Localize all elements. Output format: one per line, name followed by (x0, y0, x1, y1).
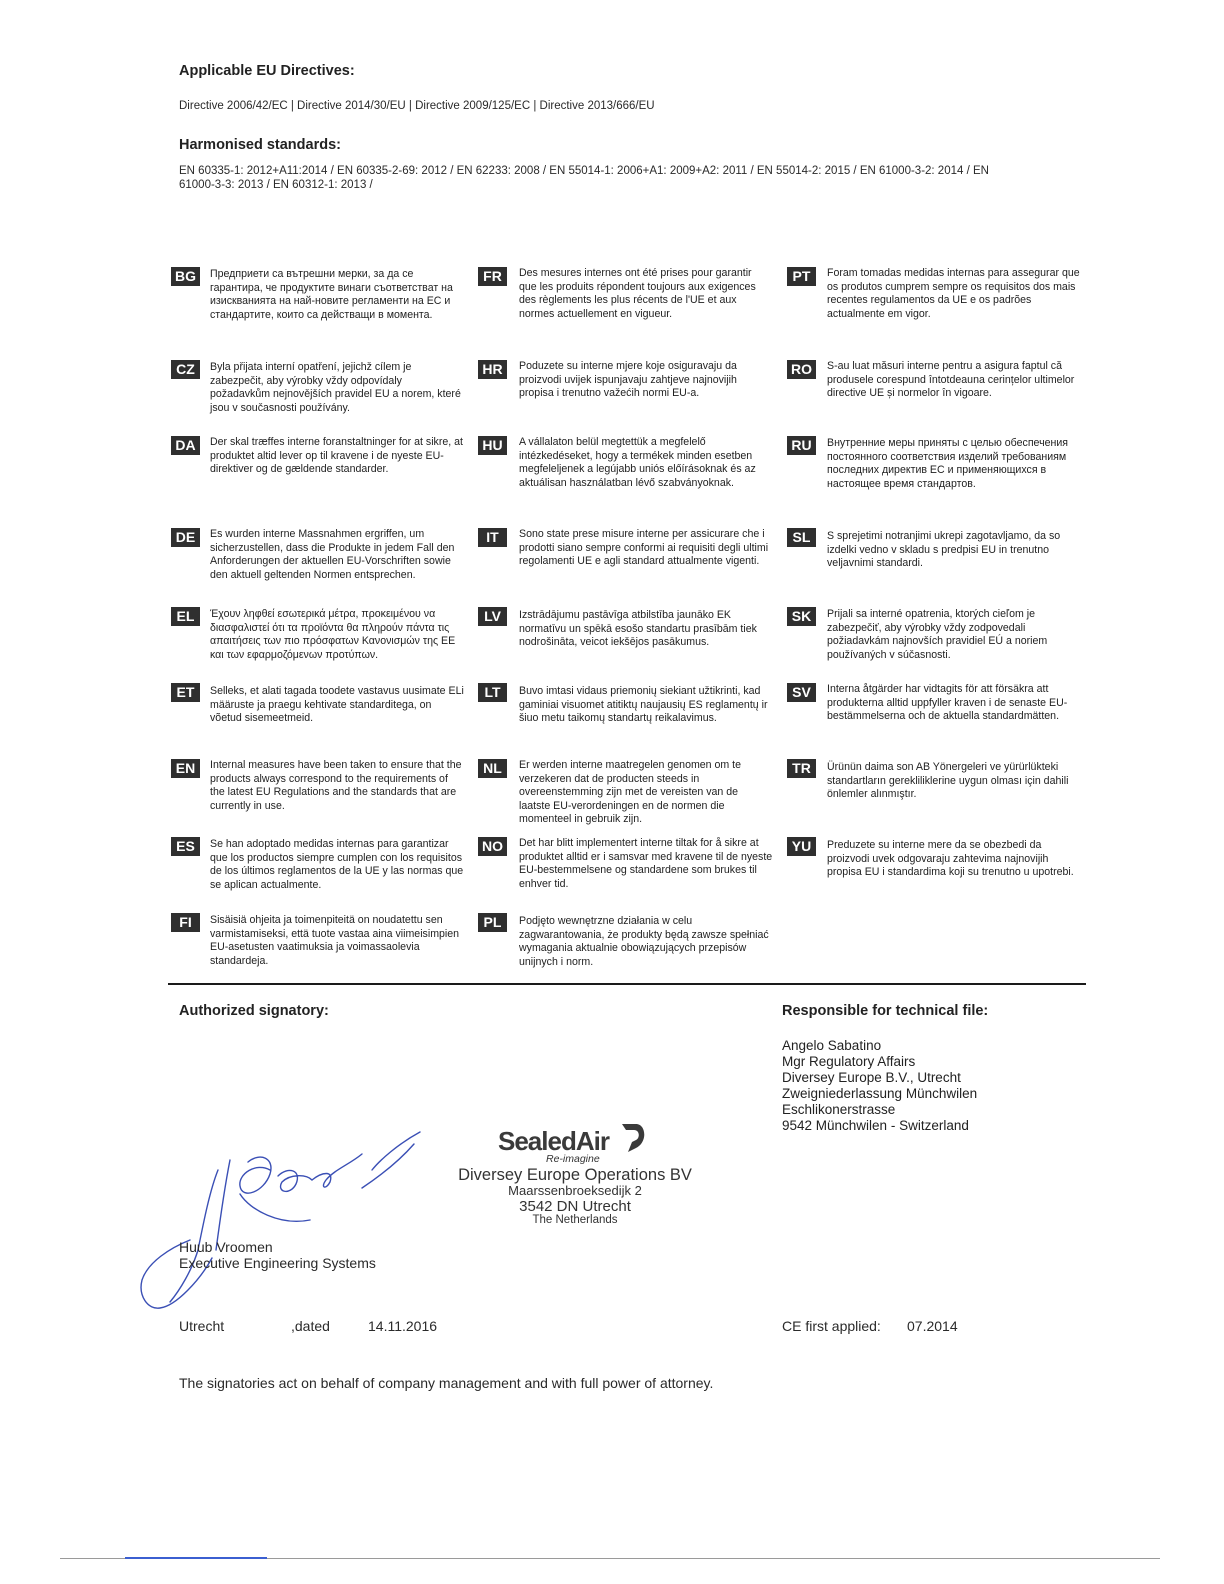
language-code-en: EN (171, 759, 200, 778)
language-text-hu: A vállalaton belül megtettük a megfelelő intézkedéseket, hogy a termékek minden esetben megfeleljenek a legújabb uniós előírásoknak és az aktuálisan használatban lévő szabványoknak. (519, 436, 756, 489)
language-text-de: Es wurden interne Massnahmen ergriffen, um sicherzustellen, dass die Produkte in jedem Fall den Anforderungen der aktuellen EU-Vorschriften sowie den aktuell geltenden Normen entsprechen. (210, 528, 455, 581)
responsible-heading: Responsible for technical file: (782, 1003, 989, 1019)
language-code-ru: RU (787, 436, 816, 455)
language-text-ru: Внутренние меры приняты с целью обеспечения постоянного соответствия изделий требованиям последних директив ЕС и применяющихся в настоящее время стандартов. (827, 437, 1069, 490)
language-code-fr: FR (478, 267, 507, 286)
language-text-yu: Preduzete su interne mere da se obezbedi da proizvodi uvek odgovaraju zahtevima najnovijih propisa EU i standardima koji su trenutno u upotrebi. (827, 839, 1074, 878)
language-text-el: Έχουν ληφθεί εσωτερικά μέτρα, προκειμένου να διασφαλιστεί ότι τα προϊόντα θα πληρούν πάντα τις απαιτήσεις των πιο πρόσφατων Κανονισμών της ΕΕ και των εφαρμοζόμενων προτύπων. (210, 608, 456, 661)
signatory-name: Huub Vroomen (179, 1239, 273, 1255)
language-text-tr: Ürünün daima son AB Yönergeleri ve yürürlükteki standartların gerekliliklerine uygun olması için dahili önlemler alınmıştır. (827, 761, 1069, 800)
language-text-sl: S sprejetimi notranjimi ukrepi zagotavljamo, da so izdelki vedno v skladu s predpisi EU in trenutno veljavnimi standardi. (827, 530, 1061, 569)
language-text-sk: Prijali sa interné opatrenia, ktorých cieľom je zabezpečiť, aby výrobky vždy zodpovedali požiadavkám najnovších pravidiel EÚ a noriem používaných v súčasnosti. (827, 608, 1048, 661)
language-code-lv: LV (478, 607, 507, 626)
language-text-nl: Er werden interne maatregelen genomen om te verzekeren dat de producten steeds in overeenstemming zijn met de vereisten van de laatste EU-verordeningen en de normen die momenteel in gebruik zijn. (519, 759, 742, 825)
language-code-pl: PL (478, 913, 507, 932)
language-code-hu: HU (478, 436, 507, 455)
language-text-lt: Buvo imtasi vidaus priemonių siekiant užtikrinti, kad gaminiai visuomet atitiktų naujausių ES reglamentų ir šiuo metu taikomų standartų reikalavimus. (519, 685, 768, 724)
language-text-et: Selleks, et alati tagada toodete vastavus uusimate ELi määruste ja praegu kehtivate standarditega, on võetud sisemeetmeid. (210, 685, 464, 724)
section-divider (168, 983, 1086, 985)
sealed-air-logo-icon (618, 1120, 650, 1154)
language-text-lv: Izstrādājumu pastāvīga atbilstība jaunāko EK normatīvu un spēkā esošo standartu prasībām tiek nodrošināta, veicot iekšējos pasākumus. (519, 609, 757, 648)
language-code-sl: SL (787, 528, 816, 547)
language-text-it: Sono state prese misure interne per assicurare che i prodotti siano sempre conformi ai requisiti degli ultimi regolamenti UE e agli standard attualmente vigenti. (519, 528, 769, 567)
language-code-lt: LT (478, 683, 507, 702)
bottom-link-underline (125, 1557, 267, 1559)
language-code-nl: NL (478, 759, 507, 778)
signatory-title: Executive Engineering Systems (179, 1255, 376, 1271)
responsible-line: Zweigniederlassung Münchwilen (782, 1086, 978, 1101)
language-code-fi: FI (171, 913, 200, 932)
language-text-sv: Interna åtgärder har vidtagits för att försäkra att produkterna alltid uppfyller kraven i de senaste EU-bestämmelserna och de aktuella standardmätten. (827, 683, 1068, 722)
responsible-line: 9542 Münchwilen - Switzerland (782, 1118, 969, 1133)
directives-heading: Applicable EU Directives: (179, 63, 355, 79)
signature-drawing (130, 1130, 430, 1320)
language-text-es: Se han adoptado medidas internas para garantizar que los productos siempre cumplen con los requisitos de los últimos reglamentos de la UE y las normas que se aplican actualmente. (210, 838, 464, 891)
responsible-line: Diversey Europe B.V., Utrecht (782, 1070, 961, 1085)
language-text-no: Det har blitt implementert interne tiltak for å sikre at produktet alltid er i samsvar med kravene til de nyeste EU-bestemmelsene og standardene som brukes til enhver tid. (519, 837, 773, 890)
language-text-fr: Des mesures internes ont été prises pour garantir que les produits répondent toujours aux exigences des règlements les plus récents de l'UE et aux normes actuellement en vigueur. (519, 267, 756, 320)
authorized-heading: Authorized signatory: (179, 1003, 329, 1019)
language-text-da: Der skal træffes interne foranstaltninger for at sikre, at produktet altid lever op til kravene i de nyeste EU-direktiver og de gældende standarder. (210, 436, 463, 475)
language-code-pt: PT (787, 267, 816, 286)
standards-heading: Harmonised standards: (179, 137, 341, 153)
language-code-cz: CZ (171, 360, 200, 379)
ce-first-applied-date: 07.2014 (907, 1318, 958, 1334)
language-text-bg: Предприети са вътрешни мерки, за да се гарантира, че продуктите винаги съответстват на изискванията на най-новите регламенти на ЕС и стандартите, които са действащи в момента. (210, 268, 453, 321)
language-text-cz: Byla přijata interní opatření, jejichž cílem je zabezpečit, aby výrobky vždy odpovídaly požadavkům nejnovějších pravidel EU a norem, které jsou v současnosti používány. (210, 361, 461, 414)
language-code-sv: SV (787, 683, 816, 702)
language-code-ro: RO (787, 360, 816, 379)
language-text-hr: Poduzete su interne mjere koje osiguravaju da proizvodi uvijek ispunjavaju zahtjeve najnovijih propisa i trenutno važećih normi EU-a. (519, 360, 737, 399)
stamp-tagline: Re-imagine (546, 1153, 600, 1165)
language-code-et: ET (171, 683, 200, 702)
language-code-tr: TR (787, 759, 816, 778)
standards-line-1: EN 60335-1: 2012+A11:2014 / EN 60335-2-69: 2012 / EN 62233: 2008 / EN 55014-1: 2006+A1: 2009+A2: 2011 / EN 55014-2: 2015 / EN 61000-3-2: 2014 / EN (179, 165, 989, 177)
stamp-company: Diversey Europe Operations BV (458, 1166, 692, 1184)
stamp-brand: SealedAir (498, 1126, 609, 1156)
standards-line-2: 61000-3-3: 2013 / EN 60312-1: 2013 / (179, 179, 373, 191)
company-stamp (450, 1120, 700, 1230)
language-code-de: DE (171, 528, 200, 547)
dated-label: ,dated (291, 1318, 330, 1334)
language-code-it: IT (478, 528, 507, 547)
language-text-pt: Foram tomadas medidas internas para assegurar que os produtos cumprem sempre os requisitos dos mais recentes regulamentos da UE e os padrões actualmente em vigor. (827, 267, 1080, 320)
responsible-line: Angelo Sabatino (782, 1038, 882, 1053)
signatories-statement: The signatories act on behalf of company management and with full power of attorney. (179, 1375, 714, 1391)
language-code-no: NO (478, 837, 507, 856)
language-text-pl: Podjęto wewnętrzne działania w celu zagwarantowania, że produkty będą zawsze spełniać wymagania aktualnie obowiązujących przepisów unijnych i norm. (519, 915, 769, 968)
language-code-es: ES (171, 837, 200, 856)
language-code-sk: SK (787, 607, 816, 626)
responsible-line: Eschlikonerstrasse (782, 1102, 896, 1117)
language-code-hr: HR (478, 360, 507, 379)
language-text-en: Internal measures have been taken to ensure that the products always correspond to the requirements of the latest EU Regulations and the standards that are currently in use. (210, 759, 462, 812)
directives-list: Directive 2006/42/EC | Directive 2014/30/EU | Directive 2009/125/EC | Directive 2013/666/EU (179, 100, 655, 112)
language-code-bg: BG (171, 267, 200, 286)
language-code-da: DA (171, 436, 200, 455)
stamp-country: The Netherlands (532, 1214, 618, 1226)
signing-place: Utrecht (179, 1318, 225, 1334)
ce-first-applied-label: CE first applied: (782, 1318, 881, 1334)
stamp-city: 3542 DN Utrecht (519, 1198, 631, 1215)
stamp-street: Maarssenbroeksedijk 2 (508, 1183, 642, 1198)
responsible-line: Mgr Regulatory Affairs (782, 1054, 916, 1069)
signing-date: 14.11.2016 (368, 1318, 438, 1334)
language-text-fi: Sisäisiä ohjeita ja toimenpiteitä on noudatettu sen varmistamiseksi, että tuote vastaa aina viimeisimpien EU-asetusten vaatimuksia ja voimassaolevia standardeja. (210, 914, 460, 967)
language-code-yu: YU (787, 837, 816, 856)
language-text-ro: S-au luat măsuri interne pentru a asigura faptul că produsele corespund întotdeauna cerințelor ultimelor directive UE și normelor în vigoare. (827, 360, 1075, 399)
language-code-el: EL (171, 607, 200, 626)
responsible-address-block (782, 1038, 977, 1134)
